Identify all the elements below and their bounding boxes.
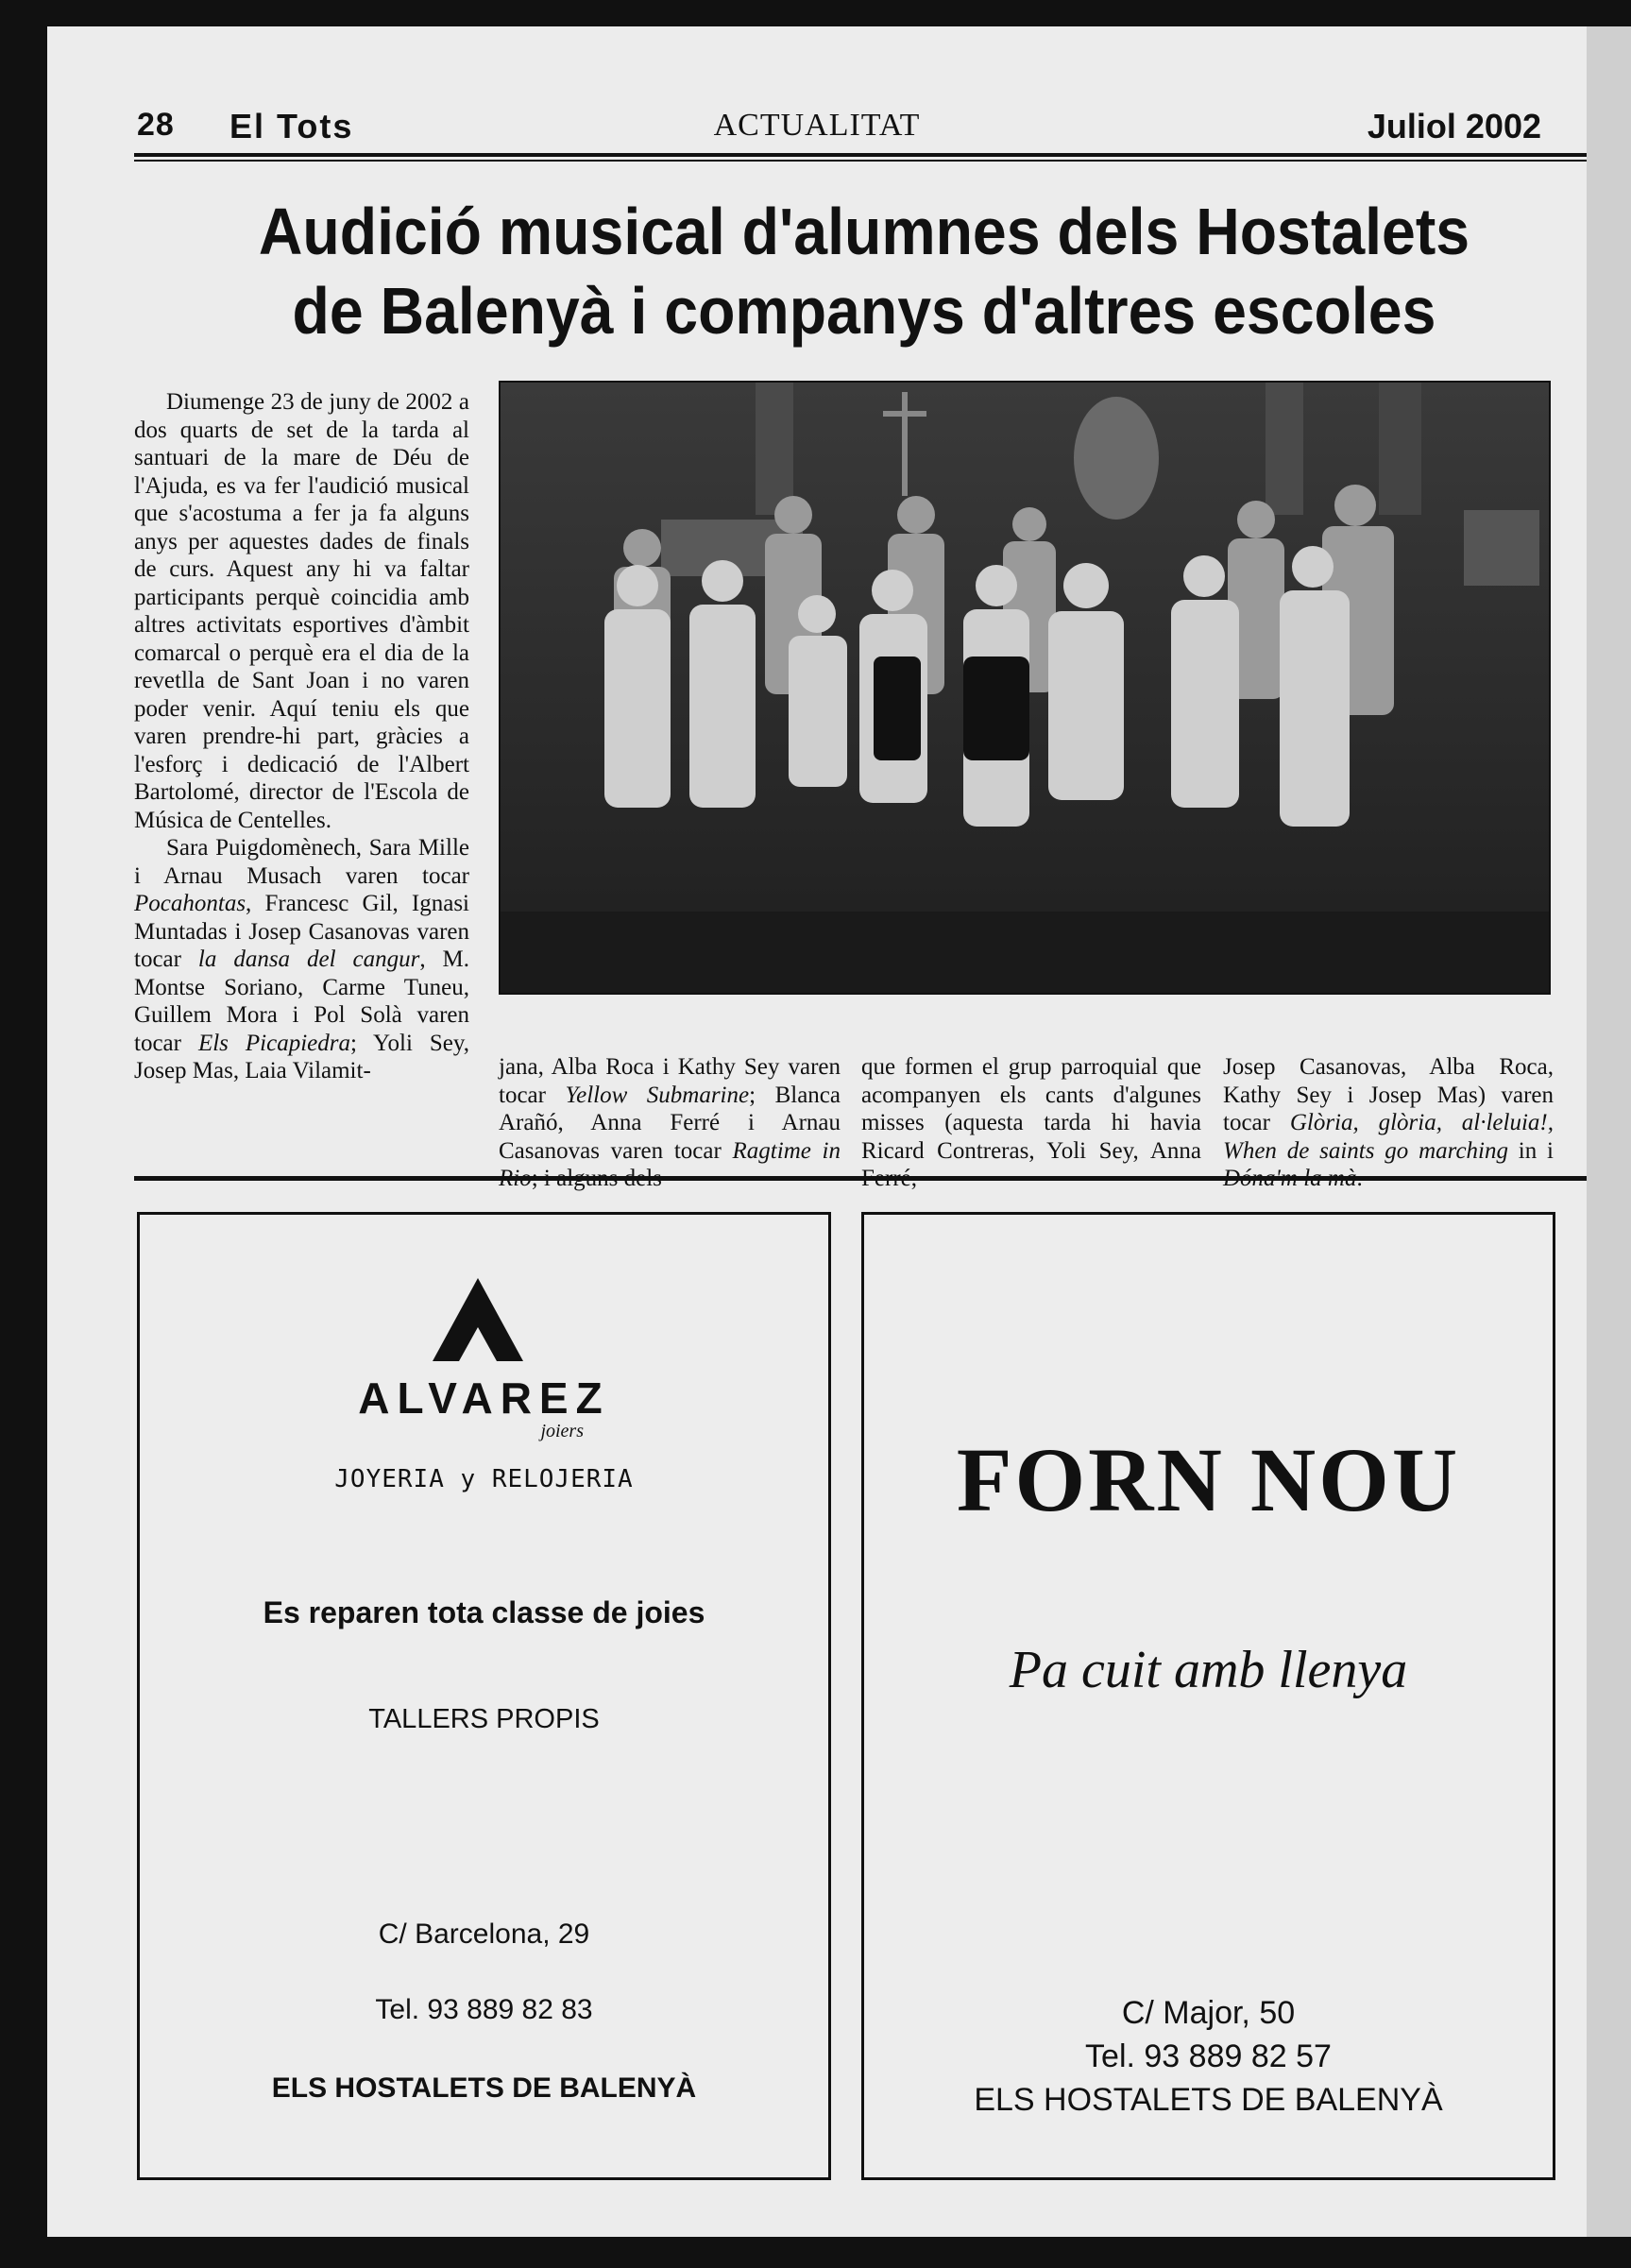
alvarez-logo-icon [433,1278,523,1361]
article-column-3: que formen el grup parroquial que acompanyen els cants d'algunes misses (aquesta tarda hi havia Ricard Contreras, Yoli Sey, Anna [861,1054,1201,1164]
text-run: ; Yoli Sey, Josep Mas, Laia Vilamit- [134,1030,470,1083]
issue-date: Juliol 2002 [1367,107,1541,145]
text-run: in i [1507,1137,1554,1164]
photo-illustration [501,383,1549,993]
article-paragraph-1: Diumenge 23 de juny de 2002 a dos quarts de set de la tarda al santuari de la mare de Déu de l'Ajuda, es va fer l'audició musical que s'acostuma a fer ja fa alguns anys per aquestes dades de finals de curs. Aquest any hi va faltar participants perquè coincidia amb altres activitats esportives d'àmbit comarcal o perquè era el dia de la revetlla de Sant Joan i no varen poder venir. Aquí teniu els que varen prendre-hi part, gràcies a l'esforç i dedicació de l'Albert Bartolomé, director de l'Escola de Música de Centelles. [134,389,469,833]
article-headline [191,192,1538,350]
forn-nou-name: FORN NOU [956,1429,1461,1530]
alvarez-tagline: JOYERIA y RELOJERIA [334,1465,634,1493]
header-rule [134,153,1587,157]
text-run: , M. Montse Soriano, Carme Tuneu, Guillem Mora i Pol Solà varen tocar [134,946,470,1056]
next-page-edge [1587,26,1631,2237]
headline-line-2: de Balenyà i companys d'altres escoles [292,274,1436,348]
forn-nou-address: C/ Major, 50 [1121,1995,1296,2031]
article-paragraph-2 [134,834,469,1085]
headline-line-1: Audició musical d'alumnes dels Hostalets [258,195,1470,268]
section-title: ACTUALITAT [713,108,921,143]
header-rule-thin [134,160,1587,162]
forn-nou-phone: Tel. 93 889 82 57 [1085,2038,1332,2074]
alvarez-phone: Tel. 93 889 82 83 [375,1994,593,2025]
alvarez-headline: Es reparen tota classe de joies [263,1595,705,1629]
text-run: jana, Alba Roca i Kathy Sey varen tocar [499,1054,841,1108]
alvarez-brand: ALVAREZ [358,1373,610,1423]
song-title: Ragtime in [732,1137,841,1164]
song-title: Els Picapiedra [197,1030,350,1056]
alvarez-brand-sub: joiers [540,1421,584,1441]
article-bottom-rule [134,1176,1587,1181]
page-number: 28 [137,107,175,143]
article-column-1 [134,388,469,1177]
song-title: Yellow Submarine [565,1082,750,1108]
magazine-page [47,26,1587,2237]
alvarez-workshop: TALLERS PROPIS [368,1704,600,1734]
text-run: Josep Casanovas, Alba Roca, Kathy Sey i Josep Mas) varen tocar [1223,1054,1554,1135]
text-run: ; Blanca Arañó, Anna Ferré i Arnau Casanovas varen tocar [499,1082,841,1164]
song-title: Pocahontas [134,891,246,916]
song-title: la dansa del cangur [197,946,420,972]
alvarez-advertisement [137,1212,831,2180]
forn-nou-town: ELS HOSTALETS DE BALENYÀ [974,2082,1443,2118]
alvarez-town: ELS HOSTALETS DE BALENYÀ [271,2072,697,2104]
song-title: Glòria, glòria, al·leluia!, When de saints go marching [1223,1110,1554,1164]
article-column-2 [499,1053,841,1195]
alvarez-address: C/ Barcelona, 29 [378,1918,590,1950]
group-photo [499,381,1551,995]
forn-nou-advertisement [861,1212,1555,2180]
publication-name: El Tots [229,107,354,145]
text-run: Sara Puigdomènech, Sara Mille i Arnau Musach varen tocar [134,835,469,889]
forn-nou-slogan: Pa cuit amb llenya [1009,1641,1408,1699]
text-run: , Francesc Gil, Ignasi Muntadas i Josep Casanovas varen tocar [134,891,469,972]
article-column-4 [1223,1053,1554,1195]
